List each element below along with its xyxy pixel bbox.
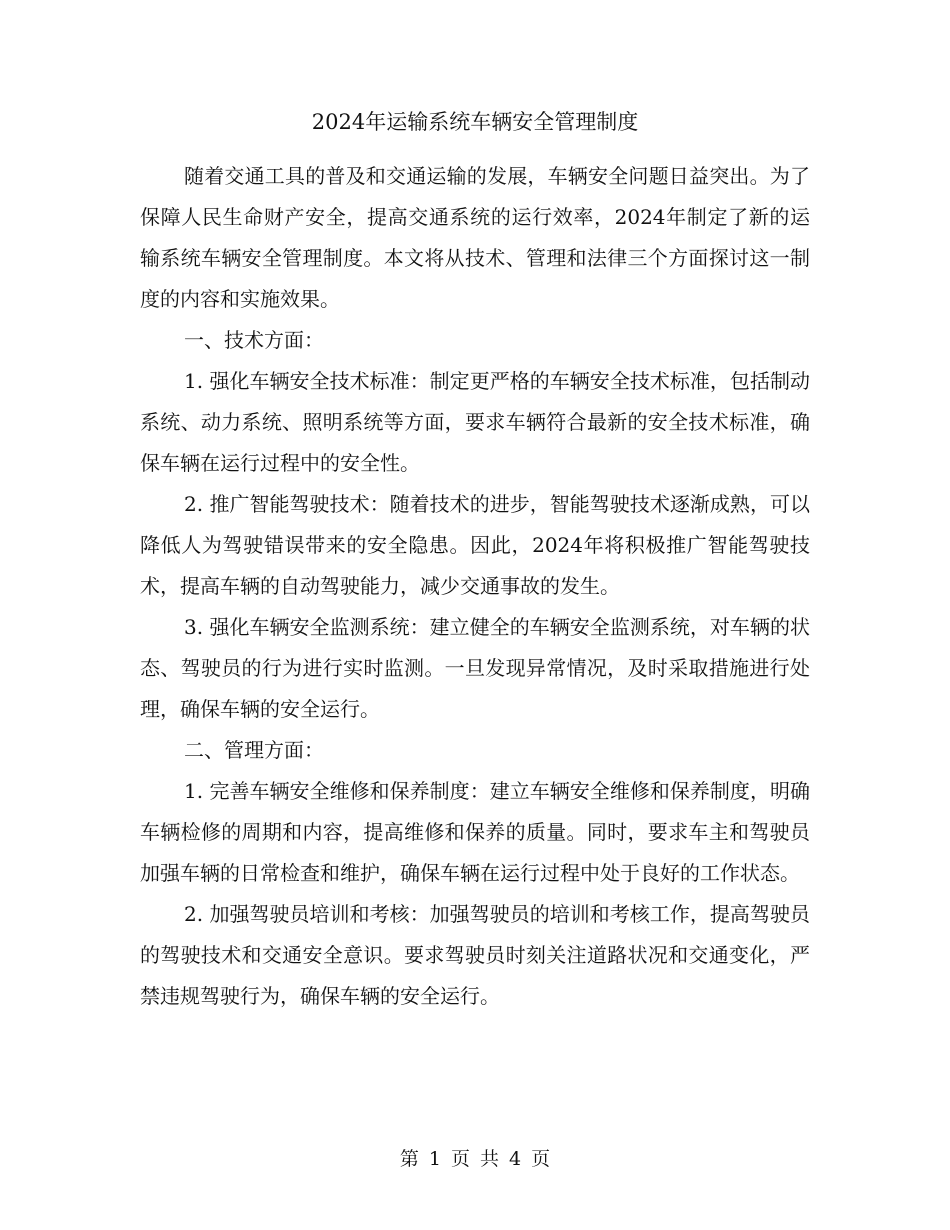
intro-paragraph: 随着交通工具的普及和交通运输的发展，车辆安全问题日益突出。为了保障人民生命财产安全，提高交通系统的运行效率，2024年制定了新的运输系统车辆安全管理制度。本文将从技术、管理和法律三个方面探讨这一制度的内容和实施效果。	[140, 164, 810, 311]
management-item-1: 1. 完善车辆安全维修和保养制度：建立车辆安全维修和保养制度，明确车辆检修的周期和内容，提高维修和保养的质量。同时，要求车主和驾驶员加强车辆的日常检查和维护，确保车辆在运行过程中处于良好的工作状态。	[140, 779, 810, 885]
document-title: 2024年运输系统车辆安全管理制度	[311, 110, 639, 134]
tech-item-3: 3. 强化车辆安全监测系统：建立健全的车辆安全监测系统，对车辆的状态、驾驶员的行为进行实时监测。一旦发现异常情况，及时采取措施进行处理，确保车辆的安全运行。	[140, 615, 810, 721]
tech-item-1: 1. 强化车辆安全技术标准：制定更严格的车辆安全技术标准，包括制动系统、动力系统、照明系统等方面，要求车辆符合最新的安全技术标准，确保车辆在运行过程中的安全性。	[140, 369, 810, 475]
page-number: 第 1 页 共 4 页	[399, 1148, 551, 1170]
management-item-2: 2. 加强驾驶员培训和考核：加强驾驶员的培训和考核工作，提高驾驶员的驾驶技术和交通安全意识。要求驾驶员时刻关注道路状况和交通变化，严禁违规驾驶行为，确保车辆的安全运行。	[140, 902, 810, 1008]
document-body	[140, 156, 810, 1017]
section-heading-technology: 一、技术方面：	[184, 328, 324, 352]
tech-item-2: 2. 推广智能驾驶技术：随着技术的进步，智能驾驶技术逐渐成熟，可以降低人为驾驶错误带来的安全隐患。因此，2024年将积极推广智能驾驶技术，提高车辆的自动驾驶能力，减少交通事故的发生。	[140, 492, 810, 598]
section-heading-management: 二、管理方面：	[184, 738, 324, 762]
